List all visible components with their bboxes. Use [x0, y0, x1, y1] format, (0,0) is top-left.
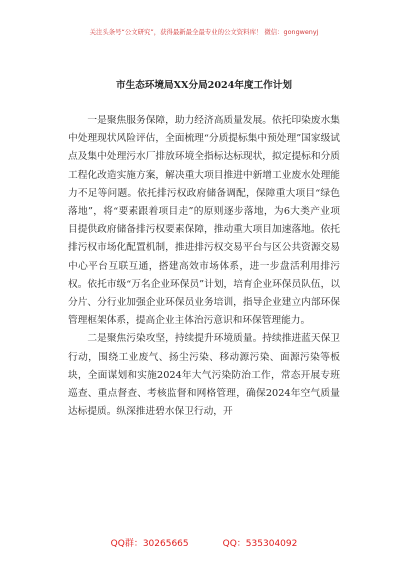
paragraph-2: 二是聚焦污染攻坚，持续提升环境质量。持续推进蓝天保卫行动，围绕工业废气、扬尘污染、移动源污染、面源污染等板块，全面谋划和实施2024年大气污染防治工作，常态开展专班巡查、重点督查、考核监督和网格管理，确保2024年空气质量达标提质。纵深推进碧水保卫行动，开 [68, 333, 340, 418]
document-body [68, 112, 340, 421]
qq-number: QQ：535304092 [222, 539, 298, 549]
footer-contact [0, 536, 408, 549]
top-banner: 关注头条号“公文研究”，获得最新最全最专业的公文资料库！ 微信：gongwenyj [89, 28, 319, 36]
document-title: 市生态环境局XX分局2024年度工作计划 [116, 80, 292, 91]
qq-group-number: QQ群：30265665 [110, 539, 189, 549]
paragraph-1: 一是聚焦服务保障，助力经济高质量发展。依托印染废水集中处理现状风险评估，全面梳理“分质提标集中预处理”国家级试点及集中处理污水厂排放环境全指标达标现状，拟定提标和分质工程化改造实施方案，解决重大项目推进中新增工业废水处理能力不足等问题。依托排污权政府储备调配，保障重大项目“绿色落地”，将“要素跟着项目走”的原则逐步落地，为6大类产业项目提供政府储备排污权要素保障，推动重大项目加速落地。依托排污权市场化配置机制，推进排污权交易平台与区公共资源交易中心平台互联互通，搭建高效市场体系，进一步盘活利用排污权。依托市级“万名企业环保员”计划，培育企业环保员队伍，以分片、分行业加强企业环保员业务培训，指导企业建立内部环保管理框架体系，提高企业主体治污意识和环保管理能力。 [68, 115, 340, 327]
